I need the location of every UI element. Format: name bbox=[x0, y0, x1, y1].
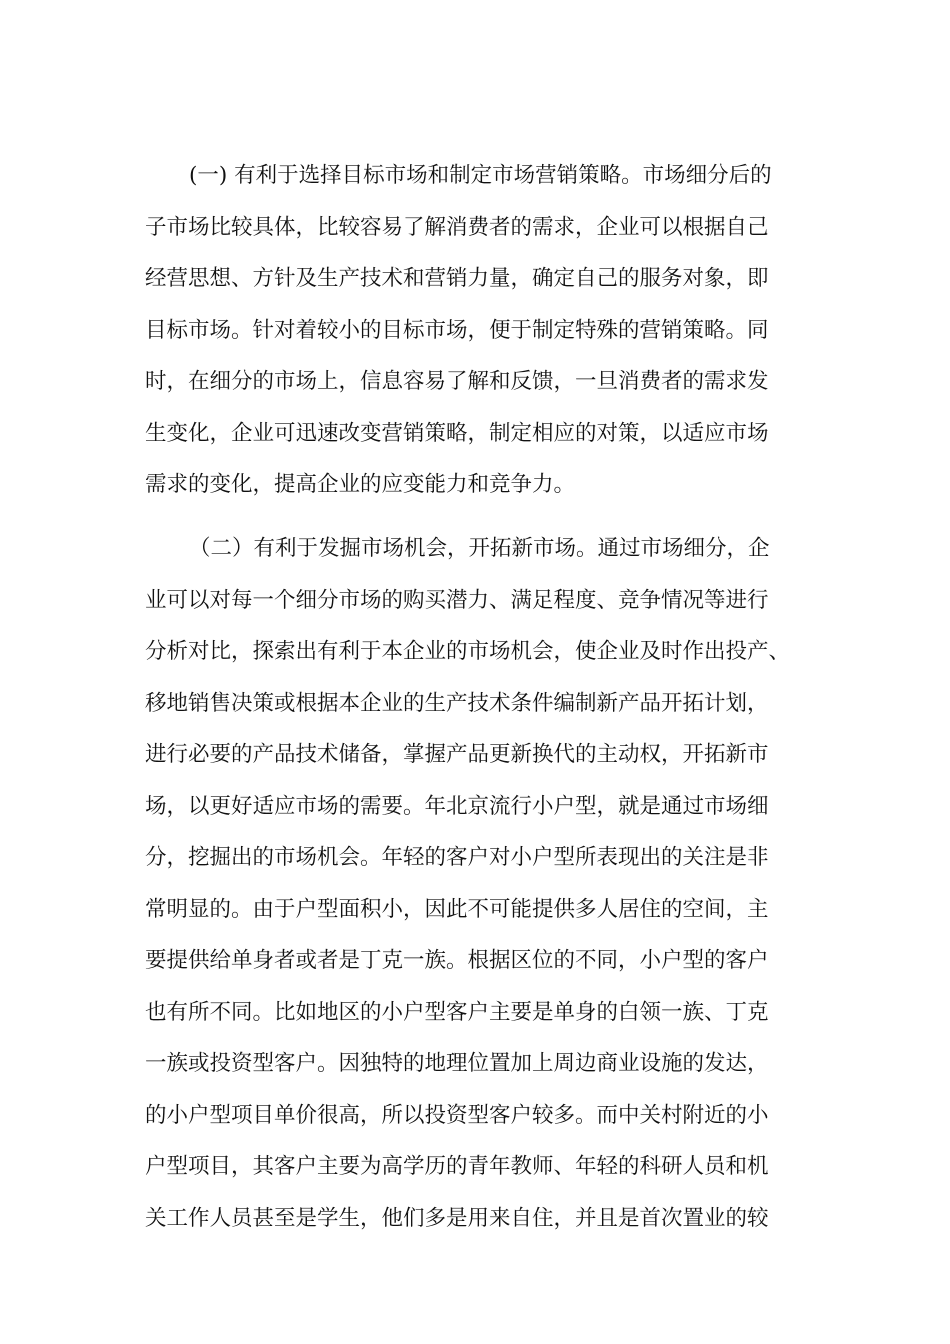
paragraph-2 bbox=[145, 523, 835, 1244]
paragraph-line: 移地销售决策或根据本企业的生产技术条件编制新产品开拓计划， bbox=[145, 690, 769, 716]
paragraph-line: 经营思想、方针及生产技术和营销力量，确定自己的服务对象，即 bbox=[145, 266, 769, 291]
paragraph-line: 分，挖掘出的市场机会。年轻的客户对小户型所表现出的关注是非 bbox=[145, 845, 769, 870]
paragraph-line: (一) 有利于选择目标市场和制定市场营销策略。市场细分后的 bbox=[189, 163, 772, 188]
paragraph-1 bbox=[145, 150, 835, 511]
paragraph-line: 目标市场。针对着较小的目标市场，便于制定特殊的营销策略。同 bbox=[145, 317, 769, 343]
paragraph-line: 要提供给单身者或者是丁克一族。根据区位的不同，小户型的客户 bbox=[145, 948, 769, 973]
paragraph-line: 关工作人员甚至是学生，他们多是用来自住，并且是首次置业的较 bbox=[145, 1205, 769, 1231]
paragraph-line: 子市场比较具体，比较容易了解消费者的需求，企业可以根据自己 bbox=[145, 214, 769, 240]
paragraph-line: 也有所不同。比如地区的小户型客户主要是单身的白领一族、丁克 bbox=[145, 999, 769, 1025]
paragraph-line: 常明显的。由于户型面积小，因此不可能提供多人居住的空间，主 bbox=[145, 896, 769, 922]
paragraph-line: 的小户型项目单价很高，所以投资型客户较多。而中关村附近的小 bbox=[145, 1102, 769, 1128]
paragraph-line: 需求的变化，提高企业的应变能力和竞争力。 bbox=[145, 472, 576, 497]
paragraph-line: 时，在细分的市场上，信息容易了解和反馈，一旦消费者的需求发 bbox=[145, 369, 769, 394]
paragraph-line: 分析对比，探索出有利于本企业的市场机会，使企业及时作出投产、 bbox=[145, 639, 791, 664]
paragraph-line: 进行必要的产品技术储备，掌握产品更新换代的主动权，开拓新市 bbox=[145, 742, 769, 767]
paragraph-line: （二）有利于发掘市场机会，开拓新市场。通过市场细分，企 bbox=[189, 536, 770, 561]
paragraph-line: 生变化，企业可迅速改变营销策略，制定相应的对策，以适应市场 bbox=[145, 420, 769, 446]
paragraph-line: 场，以更好适应市场的需要。年北京流行小户型，就是通过市场细 bbox=[145, 793, 769, 819]
paragraph-line: 一族或投资型客户。因独特的地理位置加上周边商业设施的发达， bbox=[145, 1051, 769, 1076]
paragraph-line: 业可以对每一个细分市场的购买潜力、满足程度、竞争情况等进行 bbox=[145, 587, 769, 613]
paragraph-line: 户型项目，其客户主要为高学历的青年教师、年轻的科研人员和机 bbox=[145, 1154, 769, 1179]
